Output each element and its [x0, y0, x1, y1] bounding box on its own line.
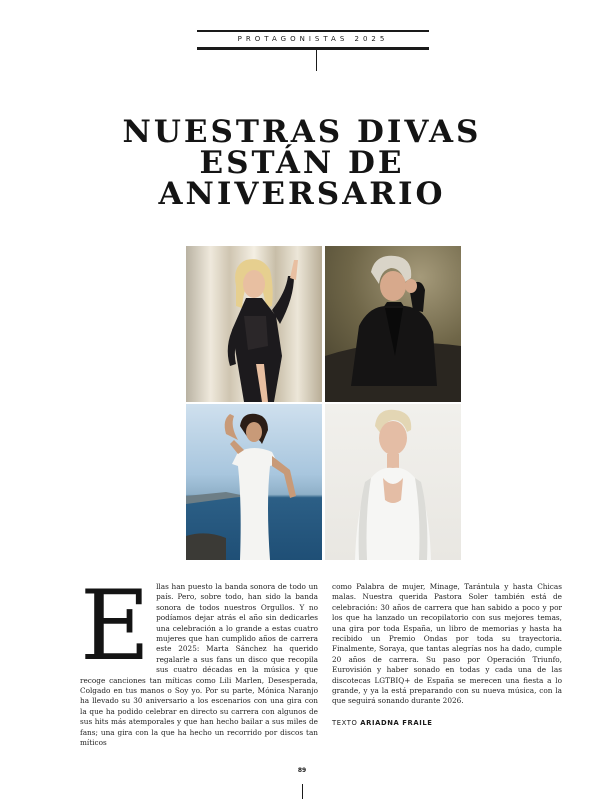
header-top-rule [197, 30, 429, 32]
author-credit [332, 719, 433, 727]
photo-soraya [325, 404, 461, 560]
article-column-2 [332, 582, 562, 707]
footer-line [302, 784, 303, 799]
article-column-1 [80, 570, 318, 749]
photo-marta-sanchez [186, 246, 322, 402]
section-label: PROTAGONISTAS 2025 [237, 35, 389, 43]
title-line-3: ANIVERSARIO [158, 176, 446, 212]
article-title [120, 114, 484, 212]
photo-monica-naranjo [325, 246, 461, 402]
title-line-2: ESTÁN DE [199, 145, 405, 181]
section-header [197, 30, 429, 50]
header-stem-line [316, 49, 317, 71]
article-text-part-2: como Palabra de mujer, Minage, Tarántula y hasta Chicas malas. Nuestra querida Pastora Soler también está de celebración: 30 años de carrera que han sabido a poco y por los que ha lanzado un recopilatorio con sus mejores temas, una gira por toda España, un libro de memorias y hasta ha recibido un Premio Ondas por toda su trayectoria. Finalmente, Soraya, que tantas alegrías nos ha dado, cumple 20 años de carrera. Su paso por Operación Triunfo, Eurovisión y haber sonado en todas y cada una de las discotecas LGTBIQ+ de España se merecen una fiesta a lo grande, y ya la está preparando con su nueva música, con la que seguirá sonando durante 2026. [332, 582, 562, 706]
title-line-1: NUESTRAS DIVAS [122, 114, 482, 150]
credit-label: TEXTO [332, 719, 358, 727]
photo-grid [186, 246, 462, 560]
article-text-part-1: llas han puesto la banda sonora de todo un país. Pero, sobre todo, han sido la banda sonora de todos nuestros Orgullos. Y no podíamos dejar atrás el año sin dedicarles una celebración a lo grande a estas cuatro mujeres que han cumplido años de carrera este 2025: Marta Sánchez ha querido regalarle a sus fans un disco que recopila sus cuatro décadas en la música y que recoge canciones tan míticas como Lili Marlen, Desesperada, Colgado en tus manos o Soy yo. Por su parte, Mónica Naranjo ha llevado su 30 aniversario a los escenarios con una gira con la que ha podido celebrar en directo su carrera con algunos de sus hits más atemporales y que han hecho bailar a sus miles de fans; una gira con la que ha hecho un recorrido por discos tan míticos [80, 582, 318, 748]
page-number: 89 [297, 767, 307, 774]
header-bottom-rule [197, 47, 429, 50]
credit-author: ARIADNA FRAILE [360, 719, 433, 727]
drop-cap: E [80, 570, 151, 682]
photo-pastora-soler [186, 404, 322, 560]
